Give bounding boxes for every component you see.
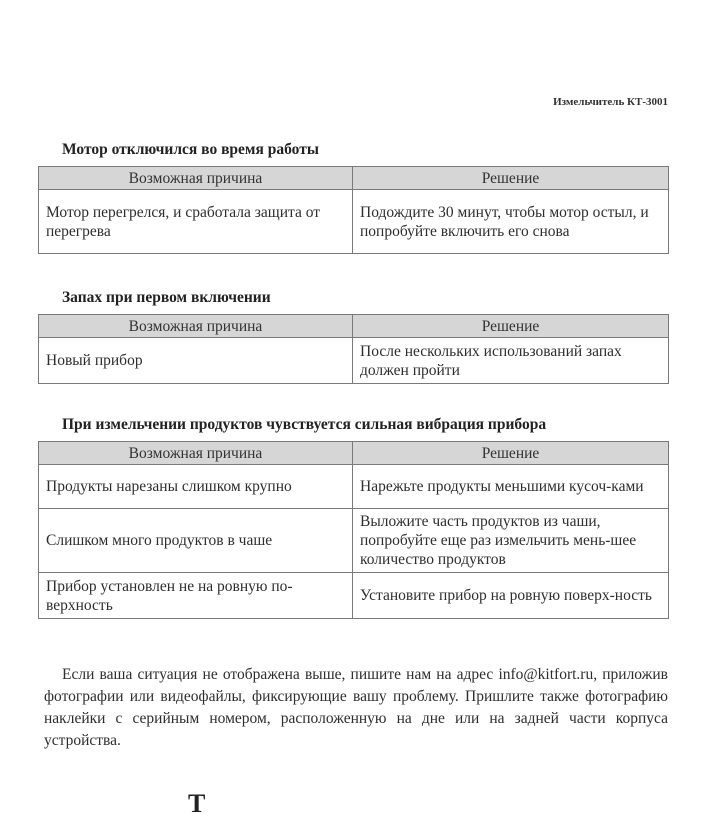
next-section-heading-fragment: Т	[188, 789, 206, 818]
column-header-cause: Возможная причина	[39, 315, 353, 338]
column-header-cause: Возможная причина	[39, 442, 353, 465]
troubleshooting-table-smell	[38, 314, 669, 384]
column-header-solution: Решение	[353, 315, 669, 338]
section-title-smell-first-use: Запах при первом включении	[62, 289, 271, 306]
table-row	[39, 465, 669, 509]
solution-cell: Выложите часть продуктов из чаши, попробуйте еще раз измельчить мень-шее количество продуктов	[353, 509, 669, 573]
table-row	[39, 338, 669, 384]
cause-cell: Продукты нарезаны слишком крупно	[39, 465, 353, 509]
table-row	[39, 573, 669, 619]
cause-cell: Мотор перегрелся, и сработала защита от перегрева	[39, 190, 353, 254]
contact-note	[44, 664, 668, 752]
table-row	[39, 190, 669, 254]
running-header: Измельчитель КТ-3001	[553, 96, 668, 108]
table-header-row	[39, 442, 669, 465]
solution-cell: Нарежьте продукты меньшими кусоч-ками	[353, 465, 669, 509]
cause-cell: Новый прибор	[39, 338, 353, 384]
cause-cell: Слишком много продуктов в чаше	[39, 509, 353, 573]
troubleshooting-table-motor-stopped	[38, 166, 669, 254]
solution-cell: Подождите 30 минут, чтобы мотор остыл, и попробуйте включить его снова	[353, 190, 669, 254]
troubleshooting-table-vibration	[38, 441, 669, 619]
solution-cell: После нескольких использований запах должен пройти	[353, 338, 669, 384]
column-header-solution: Решение	[353, 442, 669, 465]
column-header-solution: Решение	[353, 167, 669, 190]
section-title-motor-stopped: Мотор отключился во время работы	[62, 141, 319, 158]
contact-note-text: Если ваша ситуация не отображена выше, пишите нам на адрес info@kitfort.ru, приложив фотографии или видеофайлы, фиксирующие вашу проблему. Пришлите также фотографию наклейки с серийным номером, расположенную на дне или на задней части корпуса устройства.	[44, 665, 668, 749]
section-title-vibration: При измельчении продуктов чувствуется сильная вибрация прибора	[62, 416, 547, 433]
table-header-row	[39, 315, 669, 338]
solution-cell: Установите прибор на ровную поверх-ность	[353, 573, 669, 619]
cause-cell: Прибор установлен не на ровную по-верхность	[39, 573, 353, 619]
table-header-row	[39, 167, 669, 190]
column-header-cause: Возможная причина	[39, 167, 353, 190]
table-row	[39, 509, 669, 573]
